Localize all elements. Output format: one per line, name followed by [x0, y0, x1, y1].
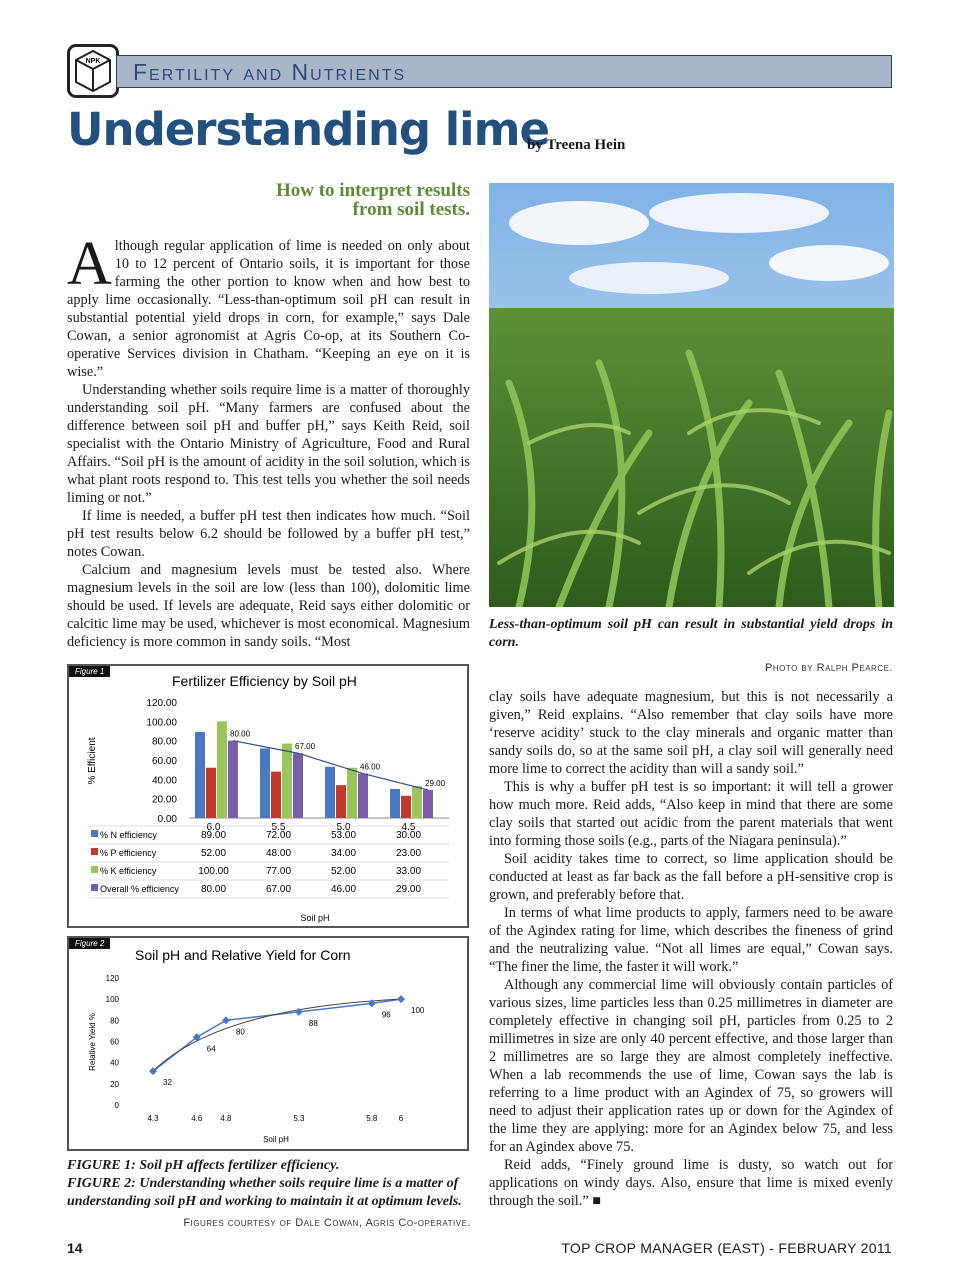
legend-label: Overall % efficiency	[100, 884, 179, 894]
table-cell: 30.00	[395, 830, 422, 841]
y-tick-label: 0.00	[157, 814, 177, 825]
legend-label: % K efficiency	[100, 866, 157, 876]
bar	[260, 748, 270, 818]
body-paragraph: This is why a buffer pH test is so important: it will tell a grower how much more. Reid adds, “Also keep in mind that there are some clay soils that started out acidic from the parent materials that went into forming those soils (e.g., parts of the Niagara peninsula).”	[489, 779, 893, 849]
figure-caption: FIGURE 1: Soil pH affects fertilizer efficiency. FIGURE 2: Understanding whether soils require lime is a matter of understanding soil pH and working to maintain it at optimum levels. Figures courtesy of Dale Cowan, Agris Co-operative.	[67, 1157, 471, 1232]
body-paragraph: In terms of what lime products to apply, farmers need to be aware of the Agindex rating for lime, which describes the fineness of grind and the neutralizing value. “Not all limes are equal,” Cowan says. “The finer the lime, the faster it will work.”	[489, 905, 893, 975]
x-tick-label: 4.5	[401, 822, 416, 833]
data-point	[397, 995, 405, 1003]
bar	[271, 772, 281, 818]
svg-text:NPK: NPK	[85, 58, 101, 65]
trend-label: 80.00	[230, 729, 251, 739]
bar	[195, 732, 205, 818]
table-cell: 29.00	[395, 884, 422, 895]
y-axis-label: % Efficient	[87, 737, 98, 785]
legend-swatch	[91, 830, 98, 837]
article-deck: How to interpret results from soil tests.	[275, 180, 470, 220]
table-cell: 89.00	[200, 830, 227, 841]
table-cell: 34.00	[330, 848, 357, 859]
npk-cube-icon	[70, 47, 116, 95]
y-axis-label: Relative Yield %	[88, 1013, 97, 1071]
y-tick-label: 120	[105, 974, 119, 983]
x-tick-label: 5.8	[366, 1114, 378, 1123]
table-cell: 67.00	[265, 884, 292, 895]
x-tick-label: 6	[398, 1114, 404, 1123]
legend-label: % P efficiency	[100, 848, 157, 858]
y-tick-label: 20	[110, 1079, 119, 1089]
table-cell: 48.00	[265, 848, 292, 859]
figure-tag: Figure 1	[69, 666, 110, 677]
body-paragraph: Reid adds, “Finely ground lime is dusty, so watch out for applications on windy days. Also, ensure that lime is mixed evenly through the soil.” ■	[489, 1157, 893, 1209]
point-label: 96	[381, 1010, 391, 1020]
point-label: 32	[163, 1078, 172, 1088]
figure-tag: Figure 2	[69, 938, 110, 949]
table-cell: 77.00	[265, 866, 292, 877]
body-paragraph: Although any commercial lime will obviously contain particles of various sizes, lime particles less than 0.25 millimetres in diameter are completely effective in changing soil pH, particles from 0.25 to 2 millimetres in size are only 40 percent effective, and those larger than 2 millimetres are so large they are almost completely ineffective. When a lab recommends the use of lime, Cowan says the lab is referring to a lime product with an Agindex of 75, so growers will need to adjust their application rates up or down for the Agindex of the lime they are applying: more for an Agindex below 75, and less for an Agindex above 75.	[489, 977, 893, 1155]
photo-credit: Photo by Ralph Pearce.	[765, 662, 893, 674]
relative-yield-chart	[69, 938, 467, 1149]
section-banner	[116, 55, 892, 88]
y-tick-label: 20.00	[151, 794, 177, 806]
bar	[217, 721, 227, 818]
bar	[325, 767, 335, 818]
trend-label: 46.00	[360, 762, 381, 772]
chart-title: Soil pH and Relative Yield for Corn	[135, 947, 351, 963]
page-number: 14	[67, 1240, 83, 1256]
y-tick-label: 60	[110, 1037, 119, 1047]
table-cell: 53.00	[330, 830, 357, 841]
chart-title: Fertilizer Efficiency by Soil pH	[172, 673, 357, 689]
point-label: 100	[411, 1006, 425, 1016]
table-cell: 52.00	[330, 866, 357, 877]
y-tick-label: 40.00	[151, 775, 177, 787]
table-cell: 72.00	[265, 830, 292, 841]
bar	[336, 785, 346, 818]
point-label: 88	[308, 1018, 318, 1028]
drop-cap: A	[67, 230, 112, 298]
section-title: Fertility and Nutrients	[133, 59, 407, 85]
body-paragraph: Soil acidity takes time to correct, so lime application should be conducted at least as far back as the fall before a pH-sensitive crop is grown, and preferably before that.	[489, 851, 893, 903]
x-tick-label: 6.0	[206, 822, 221, 833]
y-tick-label: 100	[105, 995, 119, 1005]
table-cell: 23.00	[395, 848, 422, 859]
bar	[412, 786, 422, 818]
bar	[358, 774, 368, 818]
y-tick-label: 40	[110, 1058, 119, 1068]
x-tick-label: 5.5	[271, 822, 286, 833]
publication-footer: TOP CROP MANAGER (EAST) - FEBRUARY 2011	[561, 1240, 892, 1256]
bar	[423, 790, 433, 818]
table-cell: 46.00	[330, 884, 357, 895]
article-title: Understanding lime	[67, 103, 550, 156]
legend-swatch	[91, 866, 98, 873]
bar	[293, 753, 303, 818]
series-line	[153, 999, 401, 1071]
table-cell: 80.00	[200, 884, 227, 895]
y-tick-label: 60.00	[151, 756, 177, 767]
point-label: 64	[206, 1044, 216, 1054]
x-tick-label: 4.8	[220, 1114, 232, 1123]
body-paragraph: clay soils have adequate magnesium, but this is not necessarily a given,” Reid explains. “Also remember that clay soils have more ‘reserve acidity’ stuck to the clay minerals and organic matter than sandy soils do, so at the same soil pH, a clay soil will generally need more lime to correct the acidity than will a sandy soil.”	[489, 689, 893, 777]
data-point	[222, 1016, 230, 1024]
legend-swatch	[91, 848, 98, 855]
table-cell: 52.00	[200, 848, 227, 859]
table-cell: 33.00	[395, 866, 422, 877]
figure-credit: Figures courtesy of Dale Cowan, Agris Co-operative.	[183, 1217, 471, 1229]
body-column-2	[489, 688, 893, 1210]
x-tick-label: 4.6	[191, 1114, 203, 1123]
legend-label: % N efficiency	[100, 830, 157, 840]
bar	[282, 744, 292, 818]
bar	[228, 741, 238, 818]
legend-swatch	[91, 884, 98, 891]
x-tick-label: 4.3	[147, 1114, 159, 1123]
y-tick-label: 100.00	[146, 717, 177, 729]
trend-label: 29.00	[425, 778, 446, 788]
x-axis-label: Soil pH	[300, 913, 330, 923]
x-tick-label: 5.3	[293, 1114, 305, 1123]
y-tick-label: 80	[110, 1016, 119, 1026]
body-paragraph: Although regular application of lime is needed on only about 10 to 12 percent of Ontario soils, it is important for those farming the other portion to know when and how best to apply lime occasionally. “Less-than-optimum soil pH can result in substantial potential yield drops in corn, for example,” says Dale Cowan, a senior agronomist at Agris Co-op, at its Southern Co-operative Services division in Chatham. “Keeping an eye on it is wise.”	[67, 230, 470, 380]
section-logo	[67, 44, 119, 98]
byline: by Treena Hein	[527, 137, 626, 153]
point-label: 80	[235, 1027, 245, 1037]
bar	[206, 768, 216, 818]
fertilizer-efficiency-chart	[69, 666, 467, 926]
bar	[347, 768, 357, 818]
body-paragraph: Understanding whether soils require lime is a matter of thoroughly understanding soil pH. “Many farmers are confused about the difference between soil pH and buffer pH,” says Keith Reid, soil specialist with the Ontario Ministry of Agriculture, Food and Rural Affairs. “Soil pH is the amount of acidity in the soil solution, which is what plant roots respond to. This test tells you whether the soil needs liming or not.”	[67, 382, 470, 506]
body-paragraph: Calcium and magnesium levels must be tested also. Where magnesium levels in the soil are low (less than 100), dolomitic lime should be used. If levels are adequate, Reid says either dolomitic or calcitic lime may be used, whichever is most economical. Magnesium deficiency is more common in sandy soils. “Most	[67, 562, 470, 650]
photo-caption: Less-than-optimum soil pH can result in substantial yield drops in corn. Photo by Ralph Pearce.	[489, 616, 893, 677]
x-axis-label: Soil pH	[263, 1135, 289, 1144]
body-column-1	[67, 230, 470, 651]
figure-2	[67, 936, 469, 1151]
bar	[401, 796, 411, 818]
x-tick-label: 5.0	[336, 822, 351, 833]
bar	[390, 789, 400, 818]
table-cell: 100.00	[198, 866, 229, 877]
y-tick-label: 120.00	[146, 698, 177, 709]
trend-curve	[153, 999, 401, 1071]
trend-label: 67.00	[295, 742, 316, 752]
figure-1	[67, 664, 469, 928]
corn-field-photo	[489, 183, 894, 607]
y-tick-label: 80.00	[151, 736, 177, 748]
body-paragraph: If lime is needed, a buffer pH test then indicates how much. “Soil pH test results below 6.2 should be followed by a buffer pH test,” notes Cowan.	[67, 508, 470, 560]
y-tick-label: 0	[114, 1101, 119, 1110]
